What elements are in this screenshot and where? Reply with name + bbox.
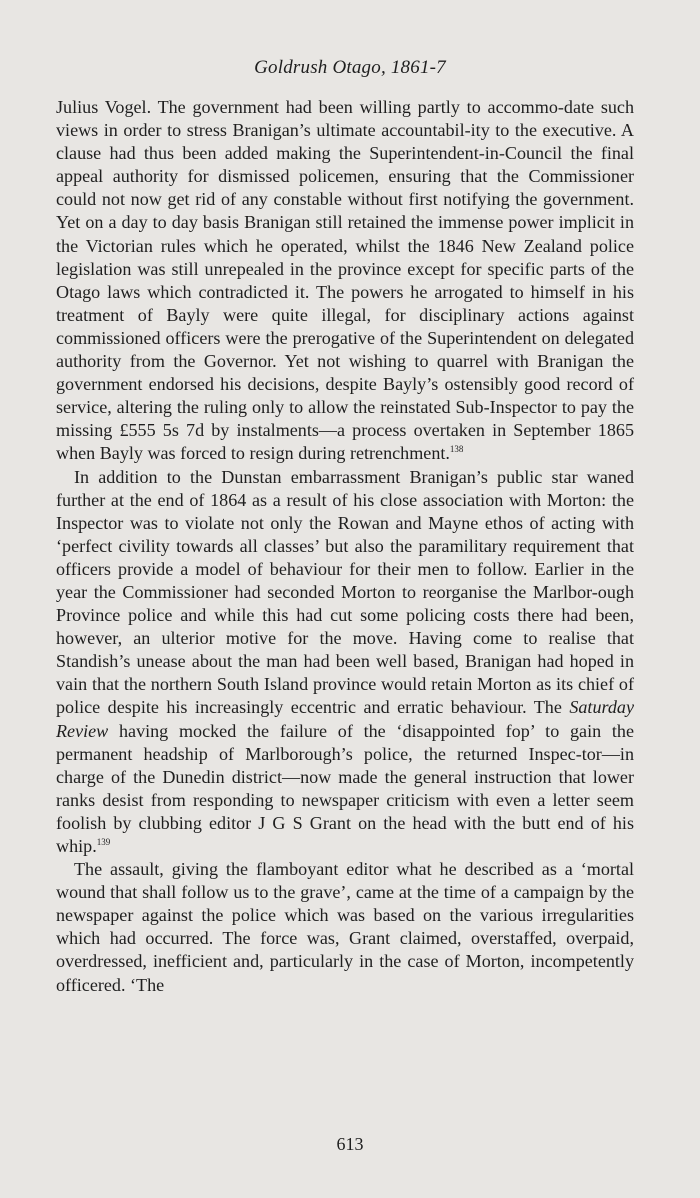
italic-title: Saturday Review: [56, 697, 634, 741]
paragraph: [56, 466, 634, 859]
running-head: Goldrush Otago, 1861-7: [254, 57, 446, 78]
text-run: having mocked the failure of the ‘disappointed fop’ to gain the permanent headship of Marlborough’s police, the returned Inspec-tor—in charge of the Dunedin district—now made the general instruction that lower ranks desist from responding to newspaper criticism with even a letter seem foolish by clubbing editor J G S Grant on the head with the butt end of his whip.: [56, 720, 634, 856]
text-run: In addition to the Dunstan embarrassment Branigan’s public star waned further at the end of 1864 as a result of his close association with Morton: the Inspector was to violate not only the Rowan and Mayne ethos of acting with ‘perfect civility towards all classes’ but also the paramilitary requirement that officers provide a model of behaviour for their men to follow. Earlier in the year the Commissioner had seconded Morton to reorganise the Marlbor-ough Province police and while this had cut some policing costs there had been, however, an ulterior motive for the move. Having come to realise that Standish’s unease about the man had been well based, Branigan had hoped in vain that the northern South Island province would retain Morton as its chief of police despite his increasingly eccentric and erratic behaviour. The: [56, 466, 634, 718]
paragraph: [56, 858, 634, 997]
text-run: The assault, giving the flamboyant editor what he described as a ‘mortal wound that shall follow us to the grave’, came at the time of a campaign by the newspaper against the police which was based on the various irregularities which had occurred. The force was, Grant claimed, overstaffed, overpaid, overdressed, inefficient and, particularly in the case of Morton, incompetently officered. ‘The: [56, 859, 634, 995]
page-number: 613: [336, 1134, 364, 1154]
footnote-marker: 138: [449, 444, 464, 455]
footnote-marker: 139: [96, 836, 111, 847]
paragraph: [56, 96, 634, 466]
body-text: [56, 96, 634, 997]
text-run: Julius Vogel. The government had been willing partly to accommo-date such views in order to stress Branigan’s ultimate accountabil-ity to the executive. A clause had thus been added making the Superintendent-in-Council the final appeal authority for dismissed policemen, ensuring that the Commissioner could not now get rid of any constable without first notifying the government. Yet on a day to day basis Branigan still retained the immense power implicit in the Victorian rules which he operated, whilst the 1846 New Zealand police legislation was still unrepealed in the province except for specific parts of the Otago laws which contradicted it. The powers he arrogated to himself in his treatment of Bayly were quite illegal, for disciplinary actions against commissioned officers were the prerogative of the Superintendent on delegated authority from the Governor. Yet not wishing to quarrel with Branigan the government endorsed his decisions, despite Bayly’s ostensibly good record of service, altering the ruling only to allow the reinstated Sub-Inspector to pay the missing £555 5s 7d by instalments—a process overtaken in September 1865 when Bayly was forced to resign during retrenchment.: [56, 97, 634, 464]
